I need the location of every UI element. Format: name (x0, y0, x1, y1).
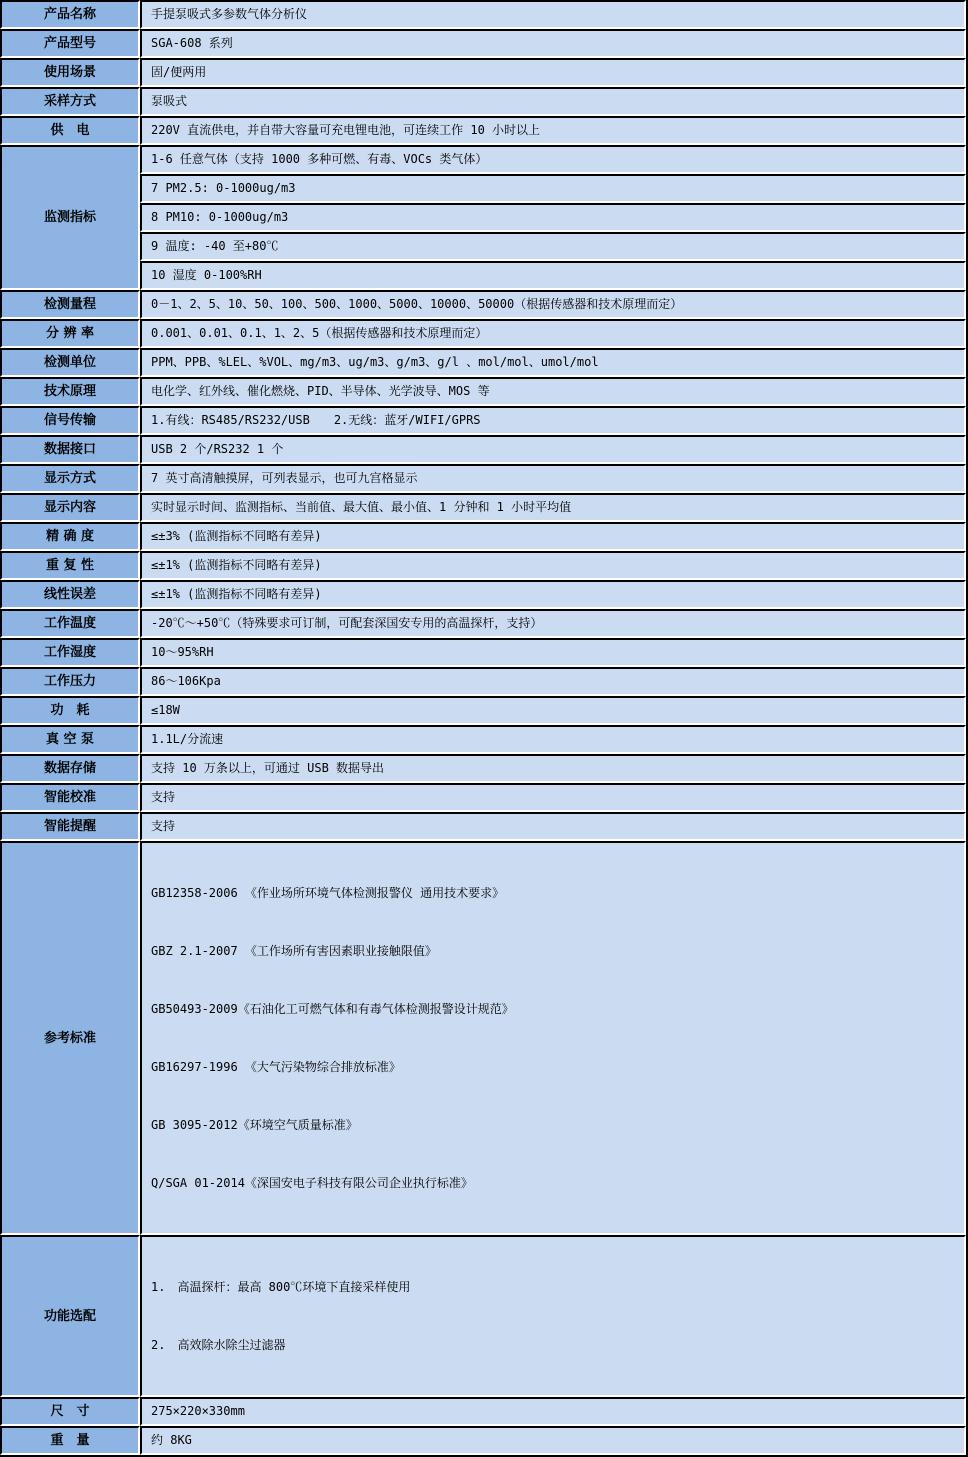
table-row (0, 377, 966, 406)
row-label: 功 耗 (0, 696, 140, 725)
table-row (0, 551, 966, 580)
table-row (0, 29, 966, 58)
row-value (140, 1235, 966, 1397)
row-label: 数据存储 (0, 754, 140, 783)
table-row (0, 1397, 966, 1426)
row-value: 9 温度: -40 至+80℃ (140, 232, 966, 261)
standard-line: GBZ 2.1-2007 《工作场所有害因素职业接触限值》 (151, 944, 437, 958)
table-row (0, 406, 966, 435)
row-value: 手提泵吸式多参数气体分析仪 (140, 0, 966, 29)
row-label: 线性误差 (0, 580, 140, 609)
table-row (0, 609, 966, 638)
row-value: 8 PM10: 0-1000ug/m3 (140, 203, 966, 232)
row-value: ≤±1% (监测指标不同略有差异) (140, 580, 966, 609)
row-value: SGA-608 系列 (140, 29, 966, 58)
row-label: 尺 寸 (0, 1397, 140, 1426)
table-row (0, 667, 966, 696)
row-value: 支持 10 万条以上，可通过 USB 数据导出 (140, 754, 966, 783)
table-row (0, 435, 966, 464)
row-label: 重 量 (0, 1426, 140, 1455)
table-row (0, 1235, 966, 1397)
table-row (0, 841, 966, 1235)
row-label: 工作温度 (0, 609, 140, 638)
row-label: 信号传输 (0, 406, 140, 435)
table-row (0, 638, 966, 667)
table-row (0, 464, 966, 493)
standard-line: GB 3095-2012《环境空气质量标准》 (151, 1118, 358, 1132)
row-label: 精 确 度 (0, 522, 140, 551)
row-value: 约 8KG (140, 1426, 966, 1455)
table-row (0, 696, 966, 725)
row-label: 参考标准 (0, 841, 140, 1235)
row-value: 0.001、0.01、0.1、1、2、5（根据传感器和技术原理而定） (140, 319, 966, 348)
row-label: 智能提醒 (0, 812, 140, 841)
row-value: 泵吸式 (140, 87, 966, 116)
row-value: 支持 (140, 783, 966, 812)
row-label: 检测量程 (0, 290, 140, 319)
row-label: 显示方式 (0, 464, 140, 493)
row-value: 86～106Kpa (140, 667, 966, 696)
table-row (0, 58, 966, 87)
table-row (0, 116, 966, 145)
table-row (0, 783, 966, 812)
row-label: 分 辨 率 (0, 319, 140, 348)
row-value: 275×220×330mm (140, 1397, 966, 1426)
row-value: 1.有线：RS485/RS232/USB 2.无线：蓝牙/WIFI/GPRS (140, 406, 966, 435)
table-row (0, 290, 966, 319)
table-row (0, 725, 966, 754)
row-label: 真 空 泵 (0, 725, 140, 754)
row-value: USB 2 个/RS232 1 个 (140, 435, 966, 464)
row-label: 工作压力 (0, 667, 140, 696)
row-value: 电化学、红外线、催化燃烧、PID、半导体、光学波导、MOS 等 (140, 377, 966, 406)
table-row (0, 580, 966, 609)
row-label: 产品型号 (0, 29, 140, 58)
row-value: 7 PM2.5: 0-1000ug/m3 (140, 174, 966, 203)
standard-line: GB12358-2006 《作业场所环境气体检测报警仪 通用技术要求》 (151, 886, 505, 900)
row-label: 检测单位 (0, 348, 140, 377)
standard-line: Q/SGA 01-2014《深国安电子科技有限公司企业执行标准》 (151, 1176, 473, 1190)
table-row (0, 261, 966, 290)
row-value: 支持 (140, 812, 966, 841)
row-value: 固/便两用 (140, 58, 966, 87)
row-label: 功能选配 (0, 1235, 140, 1397)
standard-line: GB16297-1996 《大气污染物综合排放标准》 (151, 1060, 401, 1074)
row-label: 技术原理 (0, 377, 140, 406)
row-label: 重 复 性 (0, 551, 140, 580)
row-value: 10～95%RH (140, 638, 966, 667)
table-row (0, 174, 966, 203)
table-row (0, 522, 966, 551)
table-row (0, 812, 966, 841)
row-label: 使用场景 (0, 58, 140, 87)
row-label: 数据接口 (0, 435, 140, 464)
table-row (0, 145, 966, 174)
row-value (140, 841, 966, 1235)
table-row (0, 0, 966, 29)
row-label: 供 电 (0, 116, 140, 145)
table-row (0, 319, 966, 348)
row-label: 工作湿度 (0, 638, 140, 667)
row-label: 智能校准 (0, 783, 140, 812)
row-value: 7 英寸高清触摸屏，可列表显示，也可九宫格显示 (140, 464, 966, 493)
row-value: ≤±3% (监测指标不同略有差异) (140, 522, 966, 551)
table-row (0, 232, 966, 261)
option-line: 2. 高效除水除尘过滤器 (151, 1338, 286, 1352)
table-row (0, 203, 966, 232)
row-value: ≤±1% (监测指标不同略有差异) (140, 551, 966, 580)
row-value: 220V 直流供电，并自带大容量可充电锂电池，可连续工作 10 小时以上 (140, 116, 966, 145)
row-value: 1-6 任意气体（支持 1000 多种可燃、有毒、VOCs 类气体） (140, 145, 966, 174)
standard-line: GB50493-2009《石油化工可燃气体和有毒气体检测报警设计规范》 (151, 1002, 514, 1016)
table-row (0, 348, 966, 377)
table-row (0, 754, 966, 783)
row-value: 实时显示时间、监测指标、当前值、最大值、最小值、1 分钟和 1 小时平均值 (140, 493, 966, 522)
row-value: ≤18W (140, 696, 966, 725)
row-value: 0－1、2、5、10、50、100、500、1000、5000、10000、50000（根据传感器和技术原理而定） (140, 290, 966, 319)
row-label: 监测指标 (0, 145, 140, 290)
row-value: 1.1L/分流速 (140, 725, 966, 754)
option-line: 1. 高温探杆：最高 800℃环境下直接采样使用 (151, 1280, 411, 1294)
table-row (0, 1426, 966, 1455)
row-label: 产品名称 (0, 0, 140, 29)
row-value: -20℃～+50℃（特殊要求可订制，可配套深国安专用的高温探杆，支持） (140, 609, 966, 638)
row-label: 显示内容 (0, 493, 140, 522)
row-value: 10 湿度 0-100%RH (140, 261, 966, 290)
row-value: PPM、PPB、%LEL、%VOL、mg/m3、ug/m3、g/m3、g/l 、mol/mol、umol/mol (140, 348, 966, 377)
table-row (0, 493, 966, 522)
table-row (0, 87, 966, 116)
row-label: 采样方式 (0, 87, 140, 116)
